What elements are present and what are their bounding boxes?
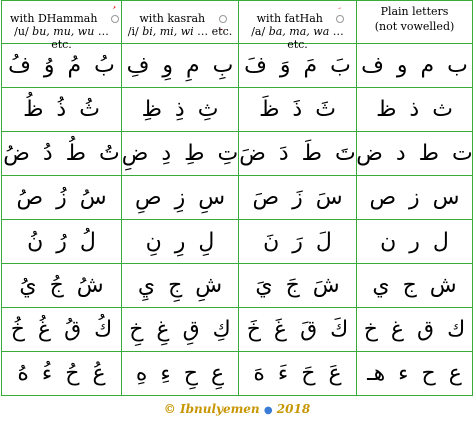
letter-cell-fathah xyxy=(239,132,357,176)
footer-author: Ibnulyemen xyxy=(179,402,260,416)
letter-group-kasrah: ع ح ء ه xyxy=(135,361,225,386)
letter-group-dhammah: ل ر ن xyxy=(27,229,96,254)
letter-cell-fathah xyxy=(239,264,357,308)
letter-cell-fathah xyxy=(239,220,357,264)
letter-group-dhammah: ث ذ ظ xyxy=(23,97,100,122)
letter-cell-plain xyxy=(357,132,473,176)
letter-cell-fathah xyxy=(239,176,357,220)
letter-group-fathah: ش ج ي xyxy=(255,273,340,298)
letter-cell-dhammah xyxy=(2,176,122,220)
table-row xyxy=(2,352,473,396)
letter-group-plain: ل ر ن xyxy=(380,229,449,254)
header-kasrah-name: with kasrah xyxy=(139,12,206,25)
letter-cell-kasrah xyxy=(122,88,239,132)
letter-group-plain: س ز ص xyxy=(369,185,460,210)
table-row xyxy=(2,220,473,264)
letter-cell-plain xyxy=(357,88,473,132)
header-plain xyxy=(357,1,473,44)
letter-group-dhammah: ش ج ي xyxy=(19,273,104,298)
header-fathah-etc: … etc. xyxy=(287,25,344,51)
header-kasrah xyxy=(122,1,239,44)
letter-group-dhammah: ع ح ء ه xyxy=(17,361,106,386)
header-dhammah-name: with DHammah xyxy=(10,12,98,25)
letter-group-dhammah: ت ط د ض xyxy=(3,141,120,166)
header-kasrah-slash: /i/ xyxy=(127,25,139,38)
header-fathah-examples: ba, ma, wa xyxy=(268,25,330,38)
letter-group-plain: ش ج ي xyxy=(372,273,457,298)
letter-cell-kasrah xyxy=(122,308,239,352)
letter-group-plain: ع ح ء هـ xyxy=(367,361,462,386)
letter-cell-dhammah xyxy=(2,132,122,176)
letter-group-fathah: ب م و ف xyxy=(244,53,351,78)
letter-cell-fathah xyxy=(239,308,357,352)
header-dhammah xyxy=(2,1,122,51)
table-row xyxy=(2,88,473,132)
fathah-mark-icon xyxy=(334,9,346,25)
letter-cell-plain xyxy=(357,352,473,396)
letter-cell-plain xyxy=(357,176,473,220)
letter-group-fathah: ع ح ء ه xyxy=(253,361,342,386)
header-kasrah-etc: … etc. xyxy=(197,25,233,38)
letter-group-kasrah: ب م و ف xyxy=(126,53,234,78)
letter-cell-dhammah xyxy=(2,264,122,308)
table-row xyxy=(2,132,473,176)
letter-group-dhammah: ب م و ف xyxy=(8,53,115,78)
letter-group-kasrah: ث ذ ظ xyxy=(141,97,219,122)
letter-cell-dhammah xyxy=(2,308,122,352)
letter-cell-kasrah xyxy=(122,44,239,88)
letter-cell-kasrah xyxy=(122,176,239,220)
letter-group-fathah: ث ذ ظ xyxy=(259,97,336,122)
letter-group-plain: ب م و ف xyxy=(361,53,468,78)
footer-credit xyxy=(0,402,474,420)
table-row xyxy=(2,264,473,308)
letter-cell-kasrah xyxy=(122,220,239,264)
letter-group-fathah: س ز ص xyxy=(252,185,343,210)
header-kasrah-examples: bi, mi, wi xyxy=(142,25,194,38)
letter-group-kasrah: ك ق غ خ xyxy=(129,317,231,342)
letter-cell-fathah xyxy=(239,352,357,396)
letter-group-kasrah: ت ط د ض xyxy=(121,141,239,166)
letter-group-fathah: ك ق غ خ xyxy=(246,317,349,342)
letter-cell-kasrah xyxy=(122,264,239,308)
table-row xyxy=(2,308,473,352)
letter-group-plain: ك ق غ خ xyxy=(363,317,466,342)
header-fathah-slash: /a/ xyxy=(251,25,266,38)
header-dhammah-slash: /u/ xyxy=(14,25,29,38)
vowel-table xyxy=(1,0,473,396)
letter-group-fathah: ت ط د ض xyxy=(239,141,356,166)
bullet-icon: ● xyxy=(263,405,273,416)
letter-group-kasrah: ل ر ن xyxy=(145,229,215,254)
header-row xyxy=(2,1,473,44)
letter-rows xyxy=(2,44,473,396)
letter-cell-plain xyxy=(357,44,473,88)
letter-cell-plain xyxy=(357,220,473,264)
header-dhammah-etc: … etc. xyxy=(51,25,109,51)
letter-cell-kasrah xyxy=(122,132,239,176)
letter-cell-kasrah xyxy=(122,352,239,396)
letter-group-plain: ث ذ ظ xyxy=(376,97,453,122)
letter-group-fathah: ل ر ن xyxy=(263,229,332,254)
header-plain-line1: Plain letters xyxy=(380,5,449,18)
letter-group-kasrah: ش ج ي xyxy=(137,273,223,298)
copyright-symbol: © xyxy=(163,402,176,416)
letter-cell-dhammah xyxy=(2,88,122,132)
letter-group-dhammah: ك ق غ خ xyxy=(10,317,113,342)
header-dhammah-examples: bu, mu, wu xyxy=(32,25,95,38)
letter-group-dhammah: س ز ص xyxy=(16,185,107,210)
letter-cell-fathah xyxy=(239,88,357,132)
letter-cell-dhammah xyxy=(2,352,122,396)
letter-cell-plain xyxy=(357,308,473,352)
letter-group-plain: ت ط د ض xyxy=(356,141,473,166)
table-row xyxy=(2,176,473,220)
letter-cell-dhammah xyxy=(2,220,122,264)
header-fathah-name: with fatHah xyxy=(256,12,323,25)
footer-year: 2018 xyxy=(276,402,311,416)
letter-group-kasrah: س ز ص xyxy=(134,185,226,210)
header-fathah xyxy=(239,1,357,51)
dhammah-mark-icon xyxy=(109,9,121,25)
header-plain-line2: (not vowelled) xyxy=(374,20,455,33)
letter-cell-plain xyxy=(357,264,473,308)
kasrah-mark-icon xyxy=(217,9,229,25)
